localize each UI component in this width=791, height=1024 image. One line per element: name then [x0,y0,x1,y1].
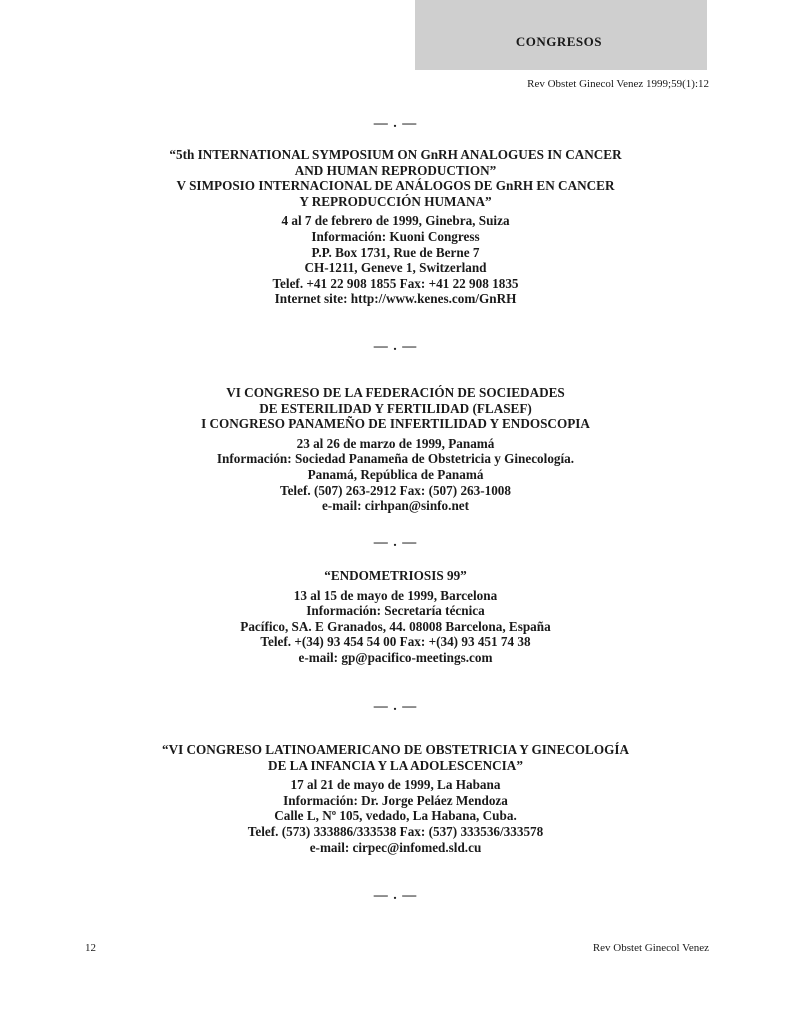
congress-title-line: “VI CONGRESO LATINOAMERICANO DE OBSTETRICIA Y GINECOLOGÍA [161,742,629,757]
separator: — . — [373,535,418,550]
page-number: 12 [85,942,96,954]
congress-email: e-mail: gp@pacifico-meetings.com [298,649,493,665]
congress-title-line: DE ESTERILIDAD Y FERTILIDAD (FLASEF) [259,400,532,416]
congress-title-line: AND HUMAN REPRODUCTION” [294,162,497,178]
journal-citation: Rev Obstet Ginecol Venez 1999;59(1):12 [527,78,709,90]
congress-info: Información: Secretaría técnica [306,603,485,619]
congress-entry [60,742,731,855]
separator: — . — [373,116,418,131]
separator: — . — [373,888,418,903]
footer-journal: Rev Obstet Ginecol Venez [592,942,709,954]
congress-info: Información: Dr. Jorge Peláez Mendoza [283,792,508,808]
congress-date: 23 al 26 de marzo de 1999, Panamá [296,435,495,451]
congress-entry [60,385,731,514]
congress-email: e-mail: cirpec@infomed.sld.cu [309,839,482,855]
separator: — . — [373,339,418,354]
congress-date: 17 al 21 de mayo de 1999, La Habana [290,777,501,793]
congress-address: CH-1211, Geneve 1, Switzerland [304,260,487,276]
separator: — . — [373,699,418,714]
congress-title-line: Y REPRODUCCIÓN HUMANA” [299,193,492,209]
congress-title-line: I CONGRESO PANAMEÑO DE INFERTILIDAD Y ENDOSCOPIA [201,416,590,432]
congress-title-line: V SIMPOSIO INTERNACIONAL DE ANÁLOGOS DE GnRH EN CANCER [176,178,615,194]
congress-date: 13 al 15 de mayo de 1999, Barcelona [293,587,498,603]
congress-address: Panamá, República de Panamá [307,466,484,482]
congress-phone: Telef. (573) 333886/333538 Fax: (537) 333536/333578 [247,823,544,839]
congress-info: Información: Sociedad Panameña de Obstetricia y Ginecología. [216,451,575,467]
congress-date: 4 al 7 de febrero de 1999, Ginebra, Suiza [281,213,510,229]
congress-title-line: “5th INTERNATIONAL SYMPOSIUM ON GnRH ANALOGUES IN CANCER [169,147,622,162]
congress-address: P.P. Box 1731, Rue de Berne 7 [311,244,480,260]
congress-phone: Telef. +41 22 908 1855 Fax: +41 22 908 1835 [272,275,519,291]
congress-address: Calle L, Nº 105, vedado, La Habana, Cuba. [274,808,517,824]
section-title: CONGRESOS [515,34,602,49]
congress-phone: Telef. (507) 263-2912 Fax: (507) 263-1008 [280,482,511,498]
congress-email: e-mail: cirhpan@sinfo.net [321,498,470,514]
congress-title-line: VI CONGRESO DE LA FEDERACIÓN DE SOCIEDADES [226,385,565,400]
congress-address: Pacífico, SA. E Granados, 44. 08008 Barcelona, España [240,618,551,634]
congress-entry [60,147,731,307]
congress-website: Internet site: http://www.kenes.com/GnRH [274,291,517,307]
congress-title-line: DE LA INFANCIA Y LA ADOLESCENCIA” [268,757,523,773]
congress-title-line: “ENDOMETRIOSIS 99” [324,568,467,583]
congress-phone: Telef. +(34) 93 454 54 00 Fax: +(34) 93 451 74 38 [260,634,531,650]
congress-entry [60,568,731,666]
congress-info: Información: Kuoni Congress [311,228,480,244]
